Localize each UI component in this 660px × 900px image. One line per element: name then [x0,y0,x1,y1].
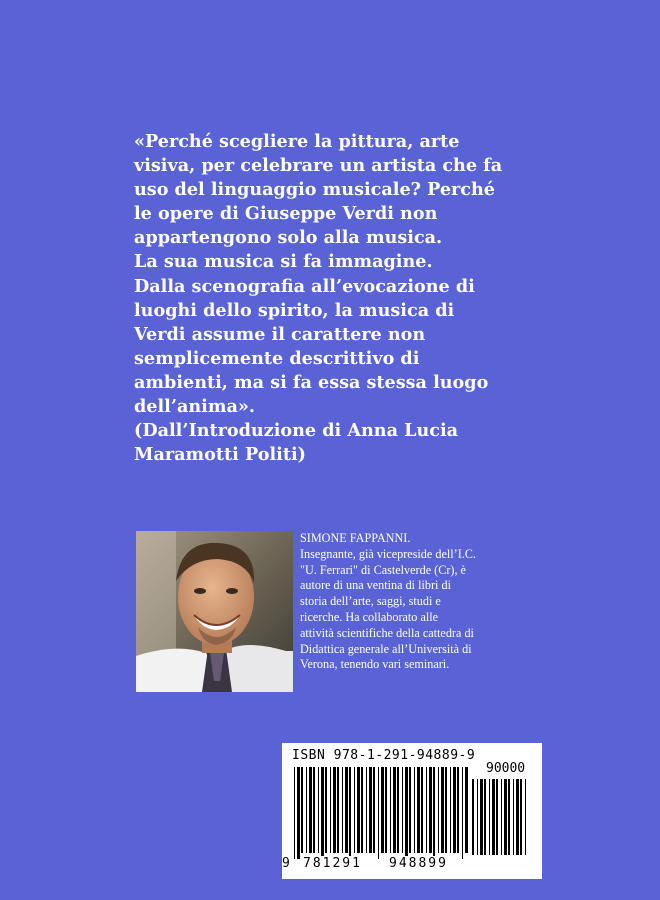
barcode-bar [525,779,526,855]
barcode-bar [309,767,312,853]
barcode-bar [504,779,507,855]
barcode-bar [366,767,367,853]
barcode-bar [477,779,478,855]
quote-line: dell’anima». [134,396,255,418]
author-portrait-image [136,531,293,692]
barcode-bar [402,767,403,853]
barcode-bar [357,767,360,853]
quote-line: Dalla scenografia all’evocazione di [134,275,475,297]
barcode-bar [457,767,459,853]
barcode-bar [393,767,396,853]
author-photo [136,531,293,692]
barcode-bar [385,767,387,853]
bio-line: ricerche. Ha collaborato alle [300,609,439,624]
barcode-bar [508,779,510,855]
barcode-bar [441,767,444,853]
ean-group-left: 781291 [303,856,362,871]
barcode-bar [381,767,384,853]
bio-line: Verona, tenendo vari seminari. [300,657,450,672]
barcode-bar [421,767,423,853]
isbn-label: ISBN 978-1-291-94889-9 [292,748,476,763]
barcode-bar [472,779,474,855]
barcode-bar [361,767,363,853]
barcode-bar [501,779,502,855]
quote-line: semplicemente descrittivo di [134,347,420,369]
barcode-bar [445,767,447,853]
barcode-bar [429,767,432,853]
quote-line: appartengono solo alla musica. [134,227,443,249]
ean-first-digit: 9 [282,856,290,871]
barcode-bar [417,767,420,853]
barcode-bar [333,767,336,853]
quote-line: luoghi dello spirito, la musica di [134,299,455,321]
barcode-bar [496,779,498,855]
barcode-bar [297,767,300,859]
barcode-bar [342,767,343,853]
addon-barcode-bars [472,779,530,855]
barcode-bar [306,767,307,853]
quote-line: le opere di Giuseppe Verdi non [134,203,438,225]
barcode-bar [301,767,303,853]
bio-line: "U. Ferrari" di Castelverde (Cr), è [300,562,466,577]
author-bio [300,531,540,673]
barcode-bar [345,767,348,853]
ean-group-right: 948899 [389,856,448,871]
barcode-bar [321,767,324,859]
isbn-barcode [282,743,542,879]
price-code: 90000 [486,761,526,776]
barcode-bar [390,767,391,853]
bio-line: attività scientifiche della cattedra di [300,625,474,640]
barcode-bar [294,767,295,859]
barcode-bar [373,767,375,853]
barcode-bar [405,767,408,859]
barcode-bar [484,779,486,855]
quote-line: Maramotti Politi) [134,444,306,466]
barcode-bar [349,767,351,859]
barcode-bar [462,767,463,859]
barcode-bar [330,767,331,853]
barcode-bar [513,779,514,855]
barcode-bar [325,767,327,853]
quote-line: ambienti, ma si fa essa stessa luogo [134,371,489,393]
barcode-bar [489,779,490,855]
barcode-bar [378,767,379,859]
quote-line: La sua musica si fa immagine. [134,251,433,273]
author-name: SIMONE FAPPANNI. [300,531,411,545]
barcode-bar [426,767,427,853]
bio-line: storia dell’arte, saggi, studi e [300,594,441,609]
barcode-bar [516,779,519,855]
barcode-bar [492,779,495,855]
barcode-bar [414,767,415,853]
barcode-bar [520,779,522,855]
barcode-bar [465,767,468,853]
bio-line: autore di una ventina di libri di [300,578,451,593]
bio-line: Didattica generale all’Università di [300,641,472,656]
barcode-bar [397,767,399,853]
barcode-bar [337,767,339,853]
quote-line: uso del linguaggio musicale? Perché [134,179,495,201]
barcode-bar [318,767,319,853]
intro-quote [134,130,604,467]
quote-line: (Dall’Introduzione di Anna Lucia [134,420,459,442]
barcode-bar [354,767,355,853]
barcode-bar [313,767,315,853]
barcode-bar [480,779,483,855]
barcode-bar [450,767,451,853]
barcode-bar [438,767,439,853]
barcode-bar [369,767,372,853]
barcode-bar [433,767,435,859]
quote-line: Verdi assume il carattere non [134,323,426,345]
barcode-bar [409,767,411,853]
bio-line: Insegnante, già vicepreside dell’I.C. [300,546,476,561]
quote-line: «Perché scegliere la pittura, arte [134,131,460,152]
quote-line: visiva, per celebrare un artista che fa [134,155,503,177]
ean-barcode-bars [294,767,470,859]
barcode-bar [453,767,456,853]
